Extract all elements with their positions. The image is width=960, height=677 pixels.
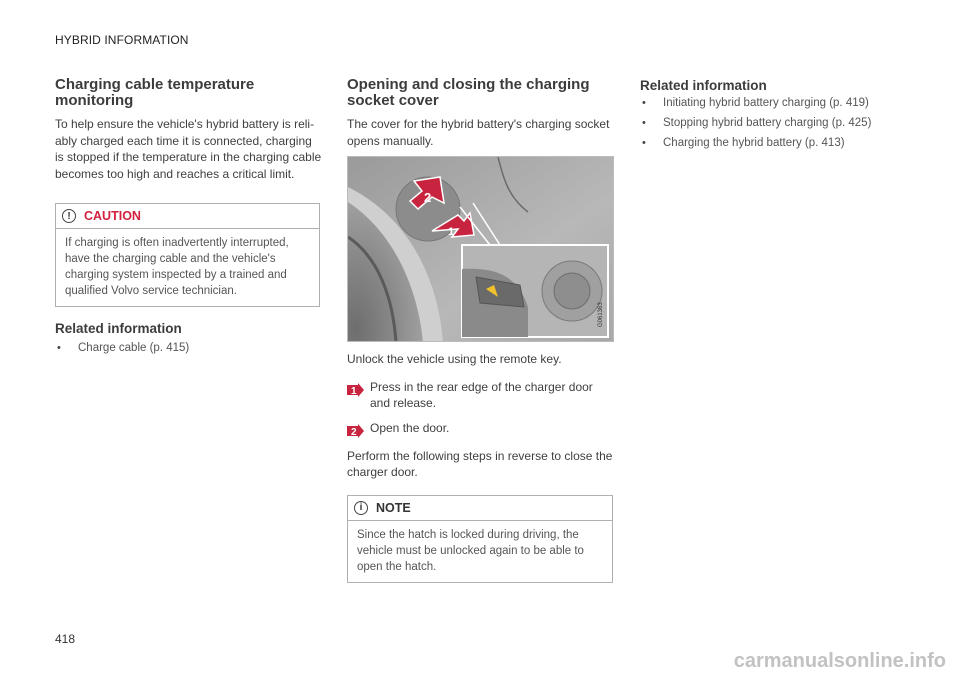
caution-box bbox=[55, 203, 320, 307]
step-1-badge-icon bbox=[347, 383, 364, 397]
caution-header bbox=[56, 204, 319, 229]
note-box bbox=[347, 495, 613, 583]
note-title: NOTE bbox=[376, 500, 411, 515]
column-1 bbox=[55, 77, 323, 360]
section-heading-cable-temperature: Charging cable temperature monitoring bbox=[55, 76, 255, 109]
socket-cover-intro: The cover for the hybrid battery's charging socket opens manually. bbox=[347, 117, 610, 148]
watermark: carmanualsonline.info bbox=[733, 650, 946, 672]
related-info-heading-1: Related information bbox=[55, 321, 182, 336]
related-link[interactable]: • Initiating hybrid battery charging (p. 419) bbox=[640, 95, 910, 111]
related-info-heading-3: Related information bbox=[640, 78, 767, 93]
section-heading-socket-cover: Opening and closing the charging socket cover bbox=[347, 76, 590, 109]
note-text: Since the hatch is locked during driving, the vehicle must be unlocked again to be able to open the hatch. bbox=[357, 528, 584, 573]
charging-socket-illustration bbox=[347, 156, 614, 342]
step-1 bbox=[347, 379, 615, 412]
arrow-label-1: 1 bbox=[448, 226, 455, 238]
svg-text:1: 1 bbox=[351, 385, 357, 397]
info-circle-icon: i bbox=[354, 501, 368, 515]
column-2 bbox=[347, 77, 615, 149]
unlock-instruction: Unlock the vehicle using the remote key. bbox=[347, 352, 562, 366]
column-3 bbox=[640, 78, 910, 155]
exclamation-circle-icon: ! bbox=[62, 209, 76, 223]
caution-text: If charging is often inadvertently interrupted, have the charging cable and the vehicle's charging system inspected by a trained and qualified Volvo service technician. bbox=[65, 237, 289, 297]
image-code: G061363 bbox=[598, 302, 604, 327]
running-header: HYBRID INFORMATION bbox=[55, 33, 189, 47]
caution-title: CAUTION bbox=[84, 209, 141, 223]
column-2-steps bbox=[347, 351, 615, 583]
related-info-list-1 bbox=[55, 340, 323, 356]
arrow-label-2: 2 bbox=[424, 190, 432, 205]
related-info-list-3 bbox=[640, 95, 910, 151]
page-number: 418 bbox=[55, 632, 76, 646]
step-2-text: Open the door. bbox=[370, 420, 450, 435]
step-2-badge-icon bbox=[347, 424, 364, 438]
reverse-instruction: Perform the following steps in reverse to close the charger door. bbox=[347, 448, 613, 479]
step-1-text: Press in the rear edge of the charger door and release. bbox=[370, 379, 593, 410]
note-header bbox=[348, 496, 612, 521]
charging-socket-drawing bbox=[348, 157, 614, 342]
related-link[interactable]: • Charge cable (p. 415) bbox=[55, 340, 323, 356]
step-2 bbox=[347, 420, 615, 438]
related-link[interactable]: • Charging the hybrid battery (p. 413) bbox=[640, 135, 910, 151]
svg-text:2: 2 bbox=[351, 426, 357, 438]
cable-temperature-body: To help ensure the vehicle's hybrid battery is reli-ably charged each time it is connected, charging is stopped if the temperature in the charging cable becomes too high and reaches a critical limit. bbox=[55, 117, 322, 181]
related-link[interactable]: • Stopping hybrid battery charging (p. 425) bbox=[640, 115, 910, 131]
